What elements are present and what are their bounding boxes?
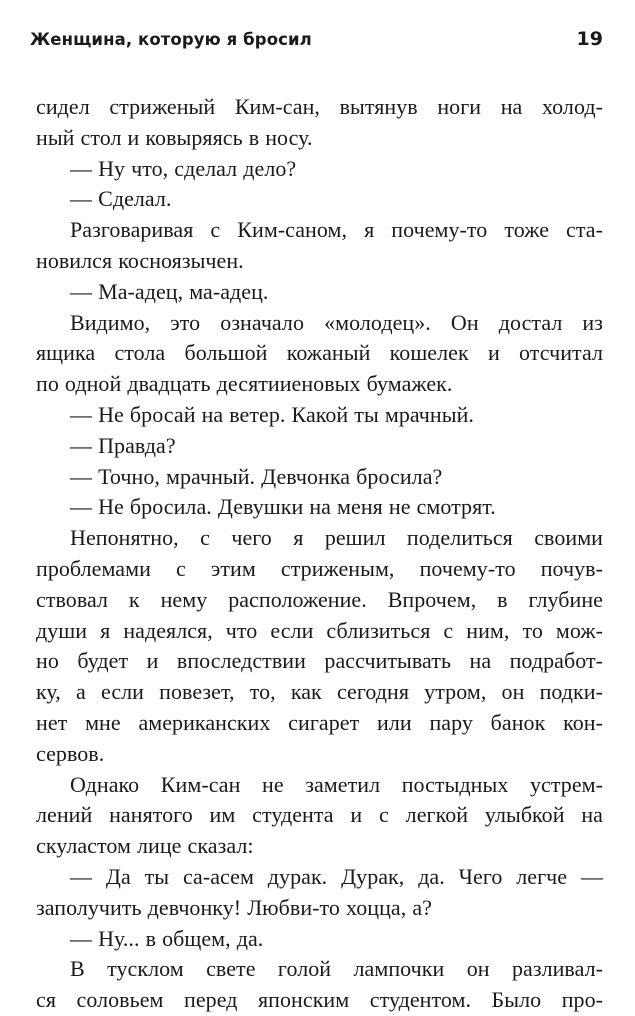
text-line: — Не бросила. Девушки на меня не смотрят.: [70, 494, 496, 520]
text-line: лений нанятого им студента и с легкой улыбкой на: [36, 802, 603, 828]
text-line: В тусклом свете голой лампочки он разливал-: [70, 956, 603, 982]
text-line: ный стол и ковыряясь в носу.: [36, 124, 313, 150]
text-line: сервов.: [36, 740, 105, 766]
text-line: — Ну что, сделал дело?: [70, 155, 297, 181]
text-line: — Ну... в общем, да.: [70, 925, 264, 951]
page-number: 19: [576, 28, 603, 50]
text-line: новился косноязычен.: [36, 247, 244, 273]
text-line: ствовал к нему расположение. Впрочем, в глубине: [36, 586, 603, 612]
text-line: Однако Ким-сан не заметил постыдных устрем-: [70, 771, 603, 797]
running-head: [30, 28, 603, 58]
text-line: но будет и впоследствии рассчитывать на подработ-: [36, 648, 603, 674]
text-line: — Не бросай на ветер. Какой ты мрачный.: [70, 401, 474, 427]
text-line: — Ма-адец, ма-адец.: [70, 278, 269, 304]
text-line: ку, а если повезет, то, как сегодня утром, он подки-: [36, 679, 603, 705]
text-line: — Сделал.: [70, 186, 172, 212]
text-line: ся соловьем перед японским студентом. Было про-: [36, 987, 603, 1013]
running-head-title: Женщина, которую я бросил: [30, 30, 312, 49]
text-line: скуластом лице сказал:: [36, 833, 254, 859]
text-line: — Точно, мрачный. Девчонка бросила?: [70, 463, 443, 489]
text-line: — Правда?: [70, 432, 176, 458]
text-line: по одной двадцать десятииеновых бумажек.: [36, 371, 453, 397]
text-line: проблемами с этим стриженым, почему-то почув-: [36, 555, 603, 581]
text-line: нет мне американских сигарет или пару банок кон-: [36, 709, 603, 735]
text-line: души я надеялся, что если сблизиться с ним, то мож-: [36, 617, 603, 643]
text-line: Разговаривая с Ким-саном, я почему-то тоже ста-: [70, 217, 603, 243]
text-line: Непонятно, с чего я решил поделиться своими: [70, 525, 603, 551]
body-text: [36, 92, 603, 1016]
text-line: сидел стриженый Ким-сан, вытянув ноги на холод-: [36, 94, 603, 119]
text-line: — Да ты са-асем дурак. Дурак, да. Чего легче —: [70, 863, 603, 889]
text-line: заполучить девчонку! Любви-то хоцца, а?: [36, 894, 432, 920]
text-line: ящика стола большой кожаный кошелек и отсчитал: [36, 340, 603, 366]
text-line: Видимо, это означало «молодец». Он достал из: [70, 309, 603, 335]
